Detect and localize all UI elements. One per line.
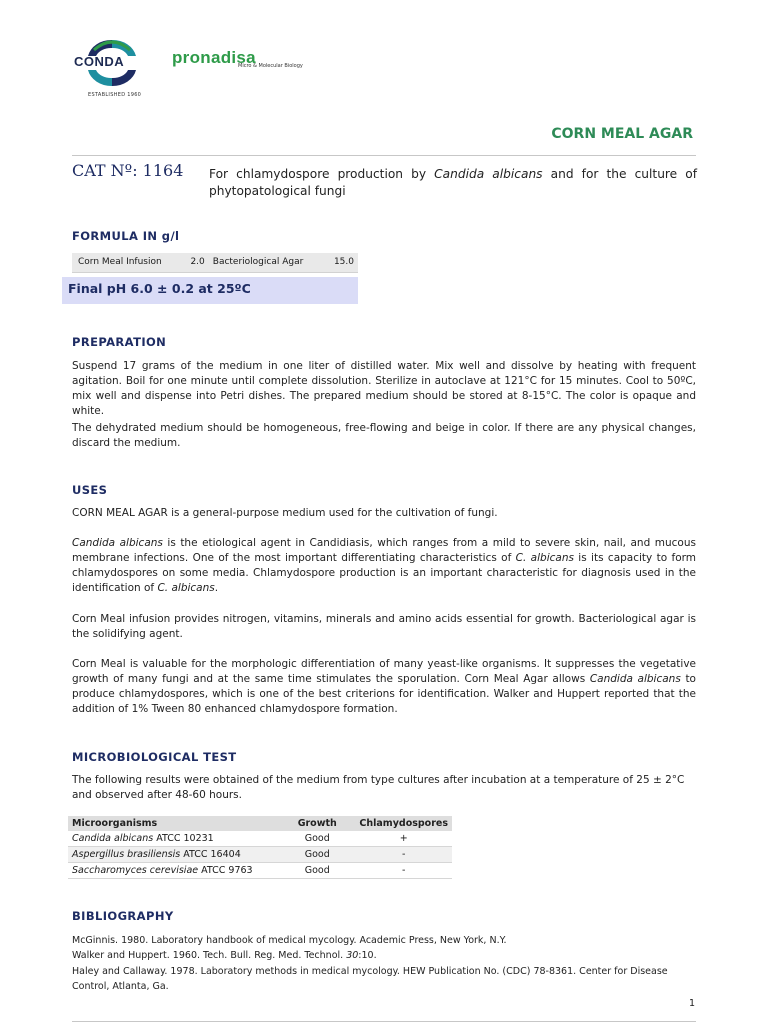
- organism-cell: [68, 863, 279, 879]
- formula-value-2: 15.0: [325, 253, 358, 273]
- uses-heading: USES: [72, 483, 108, 497]
- formula-heading: FORMULA IN g/l: [72, 229, 180, 243]
- organism-cell: [68, 847, 279, 863]
- uses-p4-text: Corn Meal is valuable for the morphologic differentiation of many yeast-like organisms. It suppresses the vegetative growth of many fungi and at the same time stimulates the sporulation. Corn Meal Agar allows: [72, 658, 696, 685]
- uses-p4-text: to produce chlamydospores, which is one of the best criterions for identification. Walker and Huppert reported that the addition of 1% Tween 80 enhanced chlamydospore formation.: [72, 673, 696, 715]
- organism-strain: ATCC 16404: [180, 849, 241, 860]
- uses-paragraph-4: [72, 657, 696, 717]
- organism-species: Aspergillus brasiliensis: [72, 849, 181, 860]
- growth-cell: Good: [279, 847, 355, 863]
- formula-value-1: 2.0: [182, 253, 208, 273]
- cat-desc-pre: For chlamydospore production by: [209, 167, 435, 181]
- catalog-description: [209, 166, 697, 200]
- preparation-paragraph-2: The dehydrated medium should be homogeneous, free-flowing and beige in color. If there are any physical changes, discard the medium.: [72, 422, 696, 449]
- footer-divider: [72, 1021, 696, 1022]
- organism-species: Saccharomyces cerevisiae: [72, 865, 199, 876]
- col-growth: Growth: [279, 816, 355, 831]
- title-divider: [72, 155, 696, 156]
- uses-paragraph-1: CORN MEAL AGAR is a general-purpose medium used for the cultivation of fungi.: [72, 507, 498, 519]
- species-name: C. albicans: [157, 582, 215, 594]
- species-name: Candida albicans: [72, 537, 163, 549]
- bibliography-ref-1: McGinnis. 1980. Laboratory handbook of medical mycology. Academic Press, New York, N.Y.: [72, 935, 507, 946]
- cat-desc-species: Candida albicans: [434, 167, 543, 181]
- formula-ingredient-2: Bacteriological Agar: [209, 253, 325, 273]
- species-name: Candida albicans: [589, 673, 681, 685]
- uses-paragraph-3: Corn Meal infusion provides nitrogen, vitamins, minerals and amino acids essential for growth. Bacteriological agar is the solidifying agent.: [72, 613, 696, 640]
- formula-table: [72, 253, 358, 273]
- uses-p2-text: .: [214, 582, 219, 594]
- chlamydospores-cell: +: [355, 831, 452, 847]
- col-chlamydospores: Chlamydospores: [355, 816, 452, 831]
- uses-p2-text: is its capacity to form chlamydospores on some media. Chlamydospore production is an important characteristic for diagnosis used in the identification of: [72, 552, 696, 594]
- organism-strain: ATCC 9763: [198, 865, 253, 876]
- micro-test-table: [68, 816, 452, 879]
- growth-cell: Good: [279, 863, 355, 879]
- established-tag: ESTABLISHED 1960: [88, 92, 142, 98]
- ref-text: Walker and Huppert. 1960. Tech. Bull. Reg. Med. Technol.: [72, 950, 347, 961]
- formula-row: [72, 253, 358, 273]
- chlamydospores-cell: -: [355, 863, 452, 879]
- final-ph: Final pH 6.0 ± 0.2 at 25ºC: [68, 281, 251, 296]
- col-microorganisms: Microorganisms: [68, 816, 279, 831]
- micro-test-heading: MICROBIOLOGICAL TEST: [72, 750, 237, 764]
- bibliography-ref-3: Haley and Callaway. 1978. Laboratory methods in medical mycology. HEW Publication No. (CDC) 78-8361. Center for Disease Control, Atlanta, Ga.: [72, 966, 668, 992]
- preparation-paragraph-1: Suspend 17 grams of the medium in one liter of distilled water. Mix well and dissolve by heating with frequent agitation. Boil for one minute until complete dissolution. Sterilize in autoclave at 121°C for 15 minutes. Cool to 50ºC, mix well and dispense into Petri dishes. The prepared medium should be stored at 8-15°C. The color is opaque and white.: [72, 360, 696, 417]
- table-row: [68, 831, 452, 847]
- preparation-heading: PREPARATION: [72, 335, 167, 349]
- conda-logo-text: CONDA: [74, 54, 125, 69]
- brand-name: pronadisa: [172, 48, 256, 67]
- document-title: CORN MEAL AGAR: [551, 126, 693, 142]
- uses-p2-text: is the etiological agent in Candidiasis, which ranges from a mild to severe skin, nail, and mucous membrane infections. One of the most important differentiating characteristics of: [72, 537, 696, 564]
- page-number: 1: [688, 998, 695, 1009]
- bibliography-ref-2: [72, 948, 702, 963]
- table-header-row: [68, 816, 452, 831]
- cat-desc-post: and for the culture of phytopatological fungi: [209, 167, 698, 198]
- chlamydospores-cell: -: [355, 847, 452, 863]
- bibliography-heading: BIBLIOGRAPHY: [72, 909, 174, 923]
- organism-species: Candida albicans: [72, 833, 154, 844]
- table-row: [68, 847, 452, 863]
- ref-volume: 30: [346, 950, 359, 961]
- table-row: [68, 863, 452, 879]
- organism-strain: ATCC 10231: [153, 833, 214, 844]
- pronadisa-brand: [172, 50, 303, 70]
- micro-test-intro: The following results were obtained of the medium from type cultures after incubation at a temperature of 25 ± 2°C and observed after 48-60 hours.: [72, 774, 685, 801]
- formula-ingredient-1: Corn Meal Infusion: [72, 253, 182, 273]
- uses-paragraph-2: [72, 536, 696, 596]
- brand-subtitle: Micro & Molecular Biology: [238, 63, 303, 69]
- ref-pages: :10.: [358, 950, 377, 961]
- organism-cell: [68, 831, 279, 847]
- catalog-number: CAT Nº: 1164: [72, 161, 184, 180]
- growth-cell: Good: [279, 831, 355, 847]
- species-name: C. albicans: [515, 552, 574, 564]
